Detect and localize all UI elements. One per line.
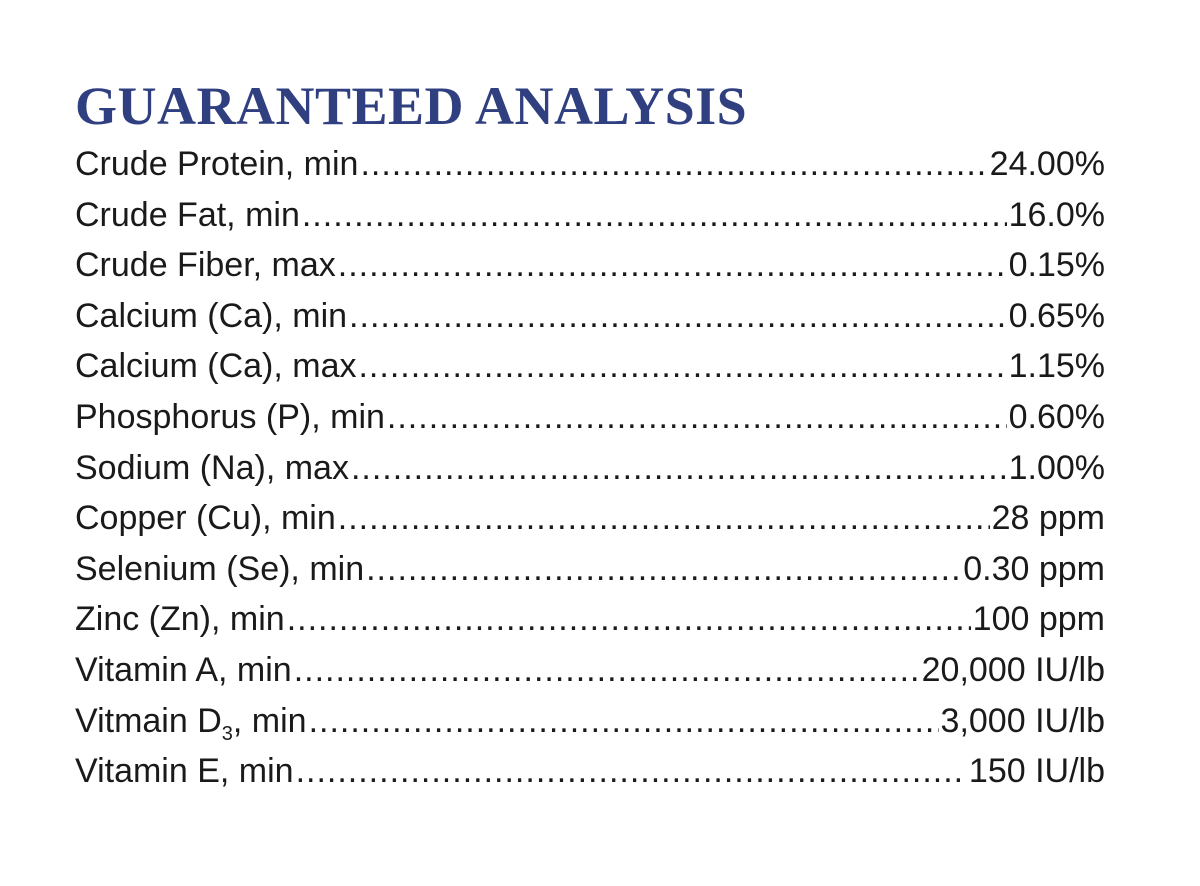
row-value: 3,000 IU/lb (940, 701, 1105, 740)
dot-leader (309, 696, 939, 747)
row-label (75, 594, 285, 645)
analysis-row-sodium (75, 443, 1105, 494)
row-label (75, 746, 294, 797)
analysis-row-copper (75, 493, 1105, 544)
analysis-row-vitamin-d3 (75, 696, 1105, 747)
row-label (75, 240, 336, 291)
row-value: 0.60% (1008, 397, 1105, 436)
label-text: Calcium (Ca), min (75, 296, 348, 335)
label-text: Zinc (Zn), min (75, 600, 285, 639)
analysis-row-crude-protein (75, 139, 1105, 190)
label-text: Vitamin E, min (75, 752, 294, 791)
analysis-row-zinc (75, 594, 1105, 645)
dot-leader (338, 493, 990, 544)
dot-leader (294, 645, 920, 696)
row-value: 20,000 IU/lb (921, 650, 1105, 689)
dot-leader (296, 746, 967, 797)
row-value: 100 ppm (972, 600, 1105, 639)
dot-leader (338, 240, 1007, 291)
row-value: 1.00% (1008, 448, 1105, 487)
label-text: Crude Fiber, max (75, 246, 336, 285)
label-text: Calcium (Ca), max (75, 347, 357, 386)
row-label (75, 139, 358, 190)
row-value: 1.15% (1008, 347, 1105, 386)
label-text: Vitmain D (75, 701, 222, 740)
guaranteed-analysis-panel (75, 74, 1105, 797)
row-label (75, 190, 300, 241)
dot-leader (302, 190, 1007, 241)
analysis-row-calcium-min (75, 291, 1105, 342)
dot-leader (360, 139, 987, 190)
analysis-row-crude-fiber (75, 240, 1105, 291)
dot-leader (366, 544, 961, 595)
analysis-row-selenium (75, 544, 1105, 595)
row-value: 0.65% (1008, 296, 1105, 335)
row-label (75, 696, 307, 747)
analysis-row-phosphorus (75, 392, 1105, 443)
label-text: Crude Fat, min (75, 195, 300, 234)
row-label (75, 341, 356, 392)
label-text: Sodium (Na), max (75, 448, 349, 487)
label-text: Vitamin A, min (75, 650, 292, 689)
analysis-list (75, 139, 1105, 797)
dot-leader (351, 443, 1007, 494)
analysis-row-vitamin-e (75, 746, 1105, 797)
label-text: Copper (Cu), min (75, 499, 336, 538)
row-label (75, 645, 292, 696)
row-label (75, 291, 347, 342)
row-value: 16.0% (1008, 195, 1105, 234)
label-text: Selenium (Se), min (75, 549, 365, 588)
row-label (75, 443, 349, 494)
row-label (75, 544, 364, 595)
row-value: 0.15% (1008, 246, 1105, 285)
row-label (75, 493, 336, 544)
dot-leader (358, 341, 1006, 392)
analysis-row-calcium-max (75, 341, 1105, 392)
analysis-row-crude-fat (75, 190, 1105, 241)
label-text: Phosphorus (P), min (75, 397, 385, 436)
row-label (75, 392, 385, 443)
analysis-row-vitamin-a (75, 645, 1105, 696)
row-value: 0.30 ppm (963, 549, 1105, 588)
dot-leader (387, 392, 1007, 443)
row-value: 150 IU/lb (968, 752, 1105, 791)
row-value: 24.00% (989, 145, 1105, 183)
label-suffix: , min (232, 701, 307, 740)
dot-leader (287, 594, 971, 645)
subscript: 3 (221, 722, 233, 745)
page-title: GUARANTEED ANALYSIS (75, 76, 748, 136)
label-text: Crude Protein, min (75, 145, 359, 183)
row-value: 28 ppm (991, 499, 1105, 538)
dot-leader (349, 291, 1007, 342)
